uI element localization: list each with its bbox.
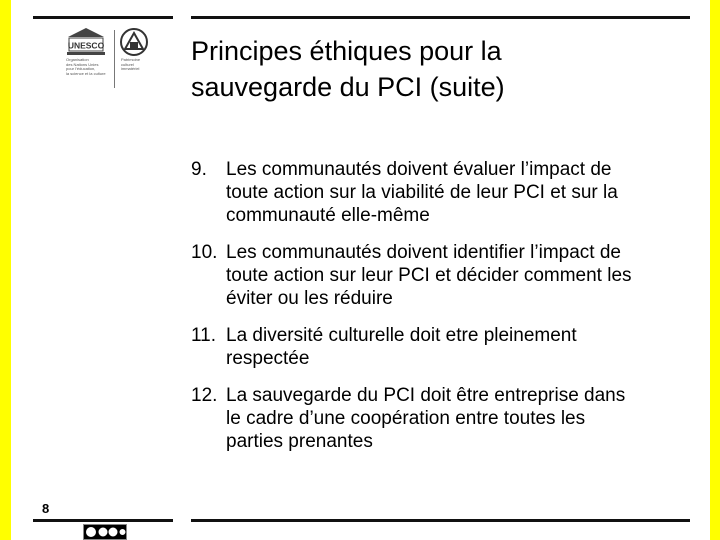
item-line: La diversité culturelle doit etre pleinement: [226, 325, 577, 346]
list-item: [191, 324, 711, 370]
item-number: 12.: [191, 385, 218, 406]
item-line: toute action sur leur PCI et décider comment les: [226, 265, 632, 286]
item-number: 10.: [191, 242, 218, 263]
slide-canvas: [11, 0, 710, 540]
ich-caption-line: Patrimoine: [121, 57, 141, 62]
item-line: éviter ou les réduire: [226, 288, 393, 309]
item-line: toute action sur la viabilité de leur PCI et sur la: [226, 182, 618, 203]
unesco-caption: [66, 58, 106, 76]
cc-license-badge: [83, 524, 127, 540]
title-line: Principes éthiques pour la: [191, 36, 502, 66]
unesco-caption-line: la science et la culture: [66, 70, 106, 76]
item-number: 11.: [191, 325, 217, 346]
item-line: La sauvegarde du PCI doit être entreprise dans: [226, 385, 626, 406]
unesco-wordmark: UNESCO: [67, 40, 105, 51]
item-line: parties prenantes: [226, 431, 373, 452]
ich-caption: [121, 58, 140, 72]
item-line: communauté elle-même: [226, 205, 430, 226]
page-number: 8: [42, 501, 50, 516]
ich-caption-line: immatériel: [121, 66, 140, 72]
item-line: Les communautés doivent identifier l’impact de: [226, 242, 621, 263]
item-line: Les communautés doivent évaluer l’impact de: [226, 159, 612, 180]
ich-caption-line: culturel: [121, 61, 134, 67]
unesco-caption-line: pour l’éducation,: [66, 66, 96, 72]
top-left-rule: [33, 16, 173, 19]
item-number: 9.: [191, 159, 207, 180]
list-item: [191, 384, 711, 453]
list-item: [191, 158, 711, 227]
principles-list: [191, 158, 711, 467]
unesco-temple-icon: [66, 27, 106, 57]
item-line: respectée: [226, 348, 310, 369]
cc-by-nc-sa-icon: [84, 525, 126, 539]
ich-logo: [119, 27, 151, 85]
unesco-caption-line: Organisation: [66, 57, 89, 62]
ich-emblem-icon: [119, 27, 149, 57]
slide-title: [191, 33, 691, 105]
top-right-rule: [191, 16, 690, 19]
bottom-right-rule: [191, 519, 690, 522]
title-line: sauvegarde du PCI (suite): [191, 72, 505, 102]
list-item: [191, 241, 711, 310]
item-line: le cadre d’une coopération entre toutes les: [226, 408, 586, 429]
logo-divider: [114, 30, 115, 88]
unesco-logo: [66, 27, 121, 90]
bottom-left-rule: [33, 519, 173, 522]
unesco-caption-line: des Nations Unies: [66, 61, 99, 67]
